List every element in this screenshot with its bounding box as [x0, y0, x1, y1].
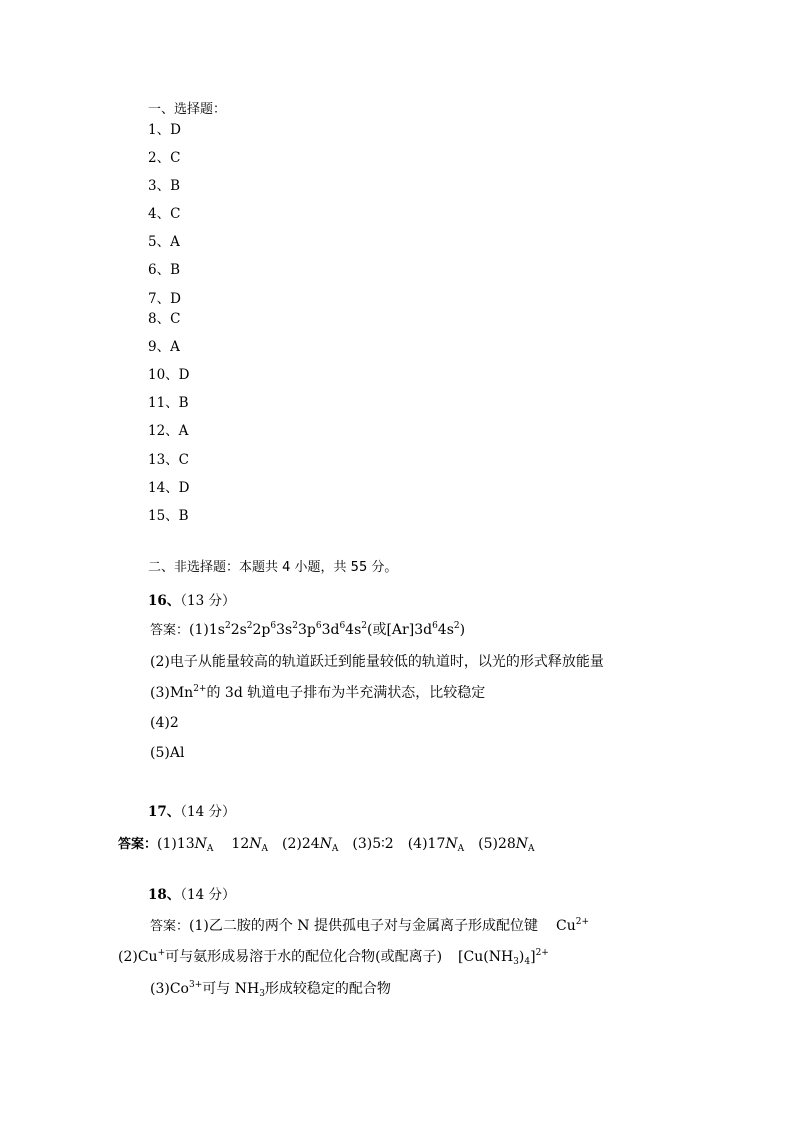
q16-answer-4: (4)2 [150, 715, 179, 731]
q16-header [148, 592, 236, 610]
mc-answer-9: 9、A [148, 339, 180, 355]
q17-a5: (5)28 [478, 836, 516, 852]
q16-number: 16、 [148, 593, 181, 609]
mc-answer-6: 6、B [148, 262, 181, 278]
q16-a1-text: 3p [297, 622, 316, 638]
q17-number: 17、 [148, 804, 181, 820]
q17-a2: (2)24 [282, 836, 320, 852]
q18-a2-complex-charge: 2+ [535, 948, 549, 958]
mc-answer-11: 11、B [148, 395, 189, 411]
q16-a1-text: 2s [230, 622, 247, 638]
q18-a3-text: 可与 NH [202, 981, 260, 997]
q16-a3-text: (3)Mn [150, 685, 194, 701]
q18-a1-text: (1)乙二胺的两个 N 提供孤电子对与金属离子形成配位键 [189, 918, 538, 934]
q16-a1-sup: 6 [315, 621, 322, 631]
q16-a1-text: (1)1s [189, 622, 225, 638]
q18-answer-1 [150, 917, 589, 936]
q16-a1-sup: 6 [432, 621, 438, 631]
q16-answer-1 [150, 621, 465, 640]
q17-a1: (1)13 [157, 836, 195, 852]
q16-a1-text: 3s [276, 622, 293, 638]
q17-a1b: 12 [231, 836, 250, 852]
q17-na-sub: A [457, 844, 465, 854]
q18-answer-label: 答案： [150, 919, 190, 934]
q18-a3-text: (3)Co [150, 981, 189, 997]
q18-a2-complex-sub: 3 [513, 957, 519, 967]
q17-header [148, 803, 236, 821]
q17-na-sub: A [331, 844, 339, 854]
q16-a1-text: 4s [437, 622, 454, 638]
q16-score: （13 分） [180, 593, 236, 609]
q17-na: N [319, 836, 332, 852]
q16-a1-sup: 2 [453, 621, 460, 631]
q18-a2-complex-sub: 4 [524, 957, 531, 967]
q17-score: （14 分） [180, 804, 236, 820]
q16-a1-text: (或[Ar]3d [367, 622, 433, 638]
q16-a1-sup: 6 [339, 621, 346, 631]
q17-na: N [515, 836, 529, 852]
q16-a1-sup: 2 [292, 621, 298, 631]
q16-a1-text: 3d [321, 622, 340, 638]
mc-answer-4: 4、C [148, 206, 181, 222]
q18-answer-3 [150, 980, 391, 998]
q17-na-sub: A [528, 844, 535, 854]
q16-a3-charge: 2+ [193, 684, 207, 694]
q18-a1-ion: Cu [556, 918, 576, 934]
q16-a1-text: 2p [252, 622, 271, 638]
q16-a1-sup: 2 [246, 621, 253, 631]
q16-answer-3 [150, 684, 485, 702]
mc-answer-15: 15、B [148, 508, 189, 524]
mc-answer-14: 14、D [148, 480, 190, 496]
mc-answer-7: 7、D [148, 291, 181, 307]
q16-a1-sup: 2 [224, 621, 231, 631]
q17-answer-label: 答案： [118, 837, 158, 852]
q18-a3-charge: 3+ [188, 980, 203, 990]
q18-a3-sub: 3 [259, 989, 265, 999]
mc-answer-5: 5、A [148, 234, 180, 250]
mc-answer-2: 2、C [148, 150, 181, 166]
q17-na-sub: A [261, 844, 268, 854]
q16-answer-5: (5)Al [150, 745, 185, 761]
q18-a2-text: 可与氨形成易溶于水的配位化合物(或配离子) [165, 949, 443, 965]
q17-na: N [445, 836, 458, 852]
q16-a1-text: 4s [345, 622, 362, 638]
q18-number: 18、 [148, 887, 181, 903]
q18-score: （14 分） [180, 887, 236, 903]
q16-answer-2: (2)电子从能量较高的轨道跃迁到能量较低的轨道时，以光的形式释放能量 [150, 654, 604, 670]
q18-a2-complex: ) [518, 949, 525, 965]
mc-answer-8: 8、C [148, 311, 181, 327]
q17-na: N [194, 836, 207, 852]
mc-answer-13: 13、C [148, 452, 190, 468]
mc-answer-3: 3、B [148, 178, 181, 194]
q16-a1-sup: 2 [361, 621, 367, 631]
q17-a3: (3)5∶2 [352, 836, 394, 852]
q18-a2-complex: ] [530, 949, 536, 965]
q17-answer [118, 835, 535, 854]
section1-title: 一、选择题： [148, 102, 227, 117]
mc-answer-12: 12、A [148, 423, 189, 439]
q18-a2-charge: + [157, 948, 166, 958]
q16-answer-label: 答案： [150, 623, 190, 638]
q17-a4: (4)17 [407, 836, 446, 852]
q18-a2-text: (2)Cu [118, 949, 158, 965]
mc-answer-1: 1、D [148, 122, 181, 138]
q17-na-sub: A [206, 844, 214, 854]
q18-header [148, 886, 236, 904]
section2-title: 二、非选择题：本题共 4 小题，共 55 分。 [148, 560, 398, 575]
q18-a1-ion-charge: 2+ [575, 917, 590, 927]
mc-answer-10: 10、D [148, 367, 190, 383]
q16-a1-text: ) [459, 622, 466, 638]
q18-a3-text: 形成较稳定的配合物 [264, 981, 391, 997]
q17-na: N [249, 836, 262, 852]
q16-a1-sup: 6 [270, 621, 277, 631]
q16-a3-text: 的 3d 轨道电子排布为半充满状态，比较稳定 [206, 685, 486, 701]
q18-answer-2 [118, 948, 549, 966]
q18-a2-complex: [Cu(NH [458, 949, 514, 965]
